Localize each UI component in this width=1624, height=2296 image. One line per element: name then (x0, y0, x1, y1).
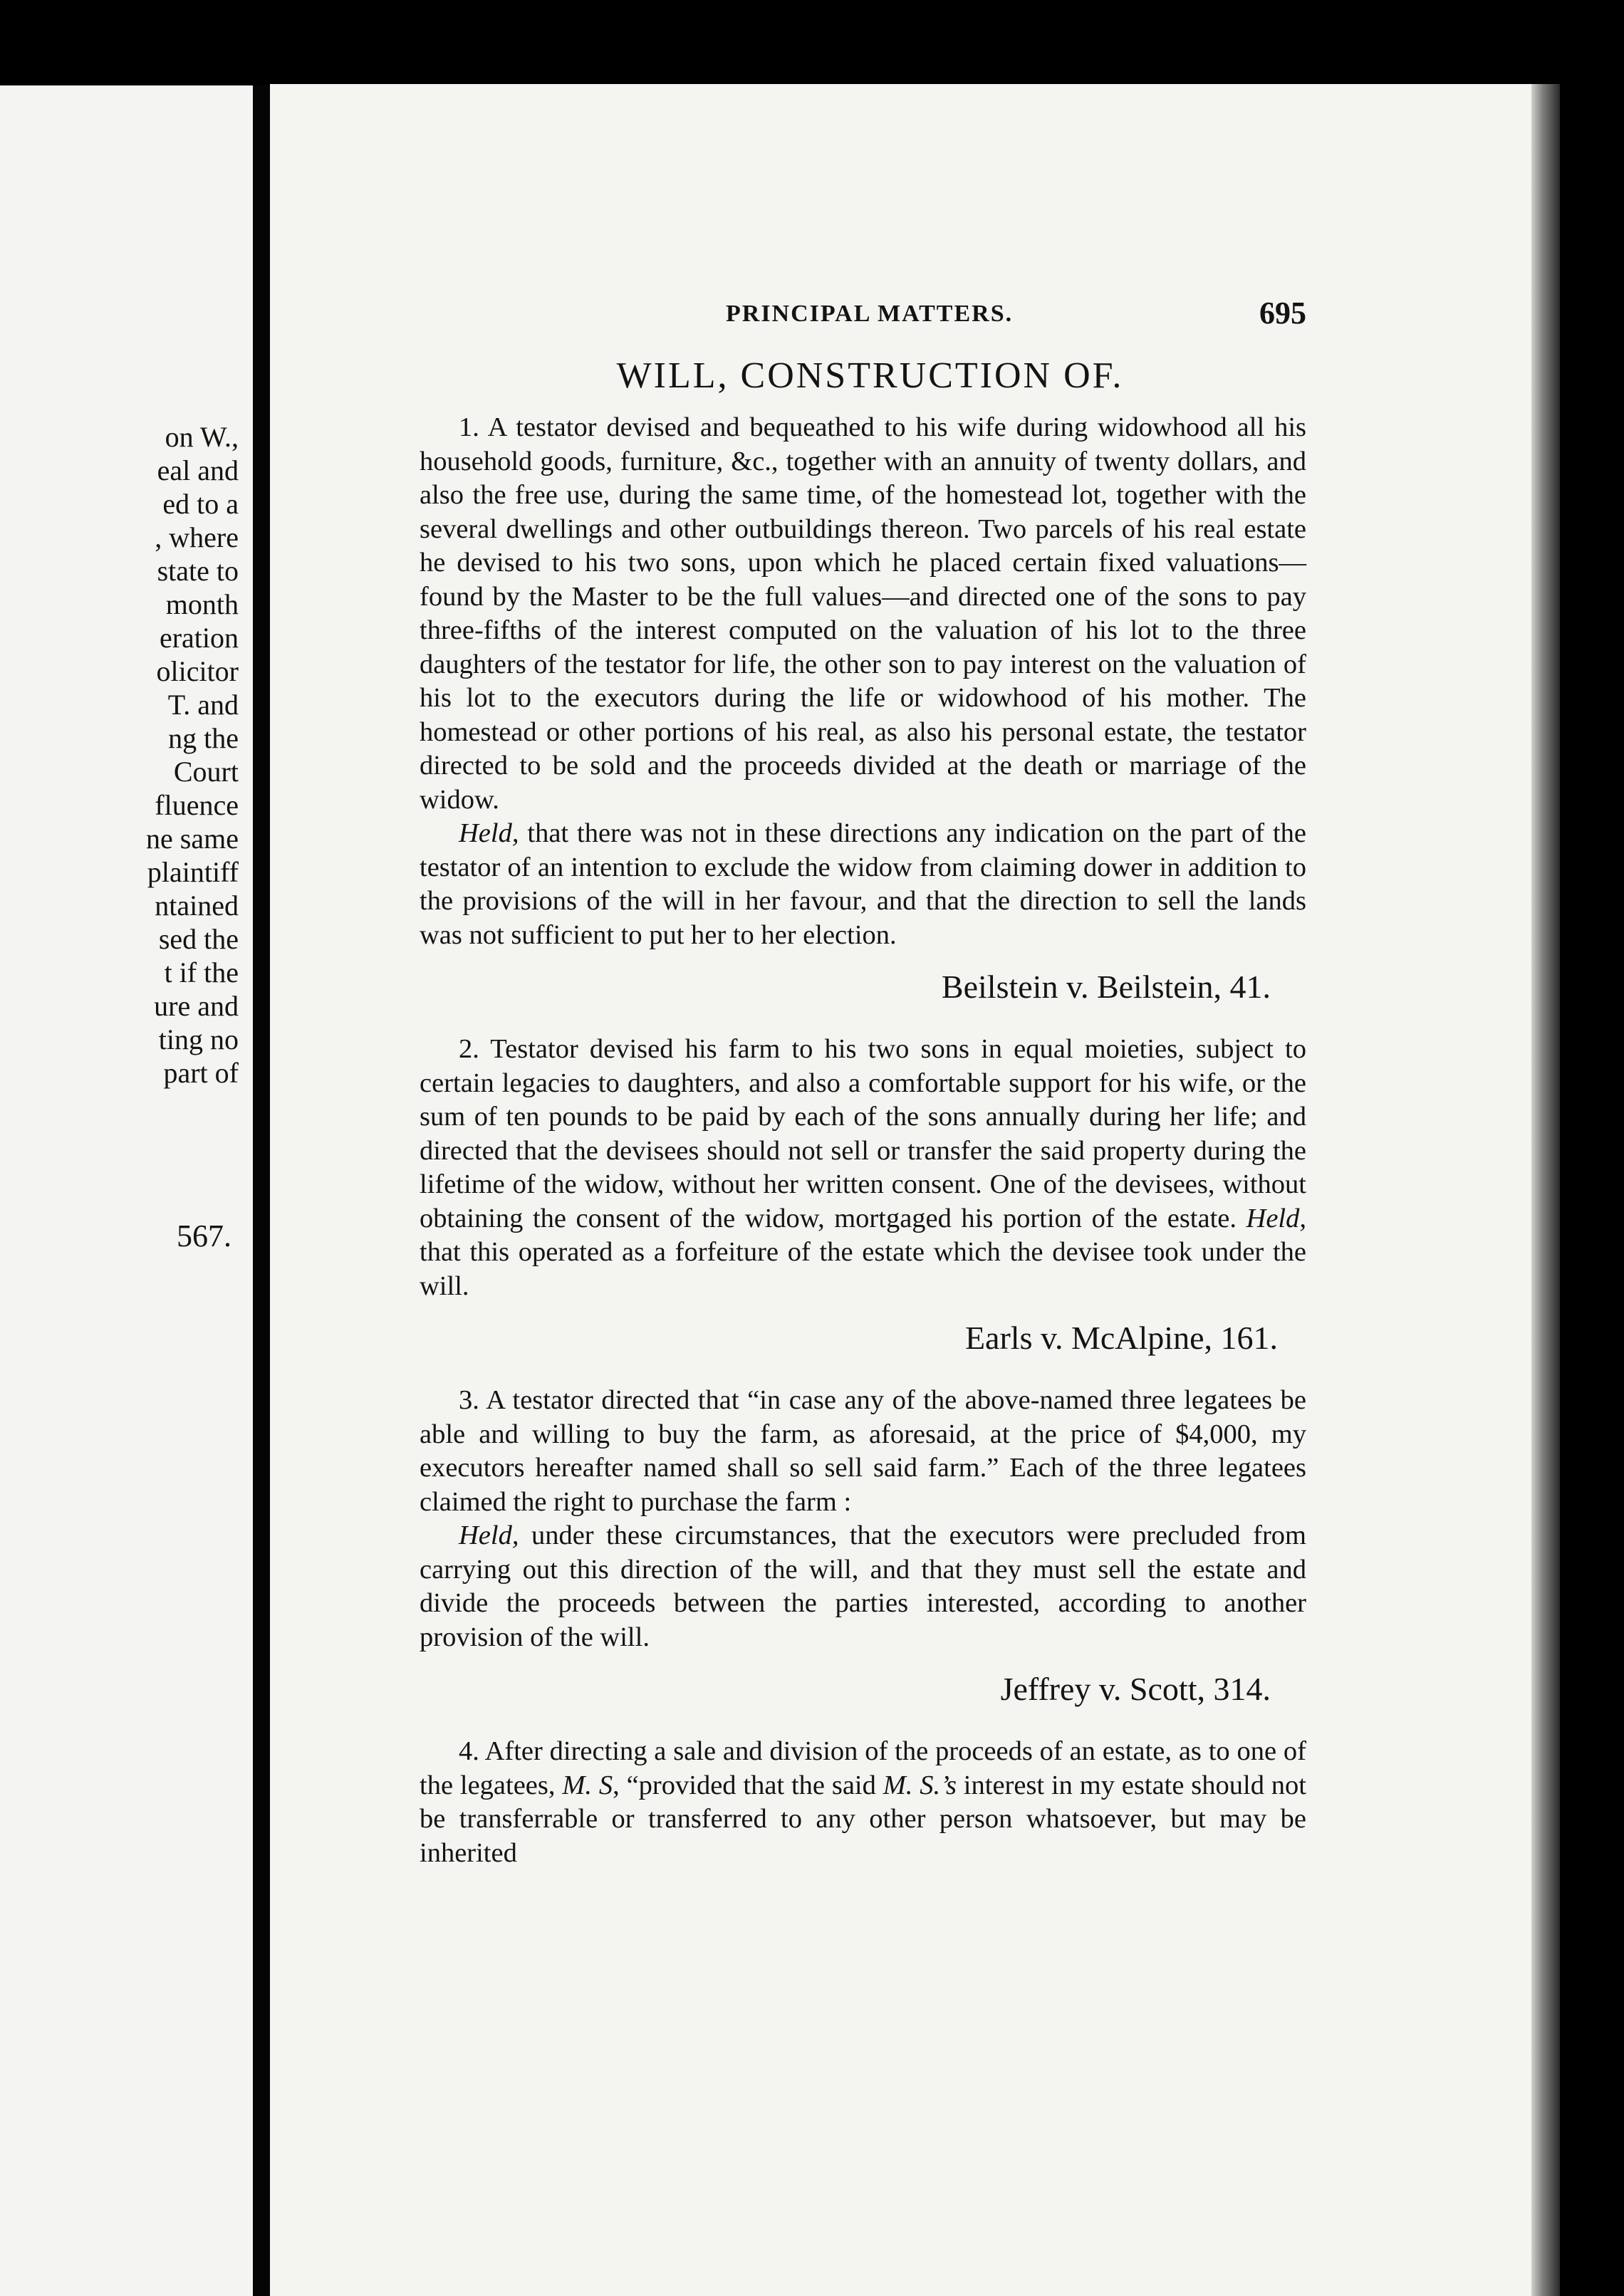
holding-text: that there was not in these directions any indication on the part of the testator of an intention to exclude the widow from claiming dower in addition to the provisions of the will in her favour, and that the direction to sell the lands was not sufficient to put her to her election. (420, 818, 1306, 950)
held-label: Held, (1246, 1203, 1306, 1233)
entry-4-text (420, 1735, 1306, 1870)
section-title: WILL, CONSTRUCTION OF. (616, 355, 1124, 396)
book-gutter (253, 85, 270, 2296)
left-line: Court (173, 756, 239, 788)
entry-3-citation: Jeffrey v. Scott, 314. (1000, 1671, 1271, 1707)
running-head (420, 292, 1306, 335)
left-line: month (165, 588, 239, 620)
left-line: ting no (158, 1023, 239, 1055)
page-content (420, 292, 1306, 1870)
entry-1-citation: Beilstein v. Beilstein, 41. (941, 969, 1271, 1005)
left-line: T. and (167, 689, 239, 721)
left-page (0, 85, 253, 2296)
left-line: ng the (168, 722, 239, 754)
left-line: eration (159, 622, 239, 654)
right-page (270, 84, 1545, 2296)
entry-1-holding (420, 817, 1306, 952)
entry-4-part: interest in my estate should not be transferrable or transferred to any other person whatsoever, but may be inherited (420, 1770, 1307, 1868)
left-line: t if the (164, 956, 239, 988)
left-line: ure and (154, 990, 239, 1022)
held-label: Held, (459, 1520, 519, 1550)
held-label: Held, (459, 818, 519, 848)
legatee-name: M. S.’s (883, 1770, 957, 1800)
page-number: 695 (1259, 296, 1306, 330)
left-line: sed the (158, 923, 239, 955)
left-line: eal and (157, 454, 239, 486)
holding-text: that this operated as a forfeiture of the estate which the devisee took under the will. (420, 1237, 1306, 1301)
entry-4-part: 4. After directing a sale and division of the proceeds of an estate, as to one of the legatees, (420, 1736, 1306, 1800)
left-line: , where (155, 521, 239, 553)
running-title: PRINCIPAL MATTERS. (726, 301, 1014, 327)
left-line: ne same (146, 823, 239, 855)
left-line: olicitor (156, 655, 239, 687)
entry-1-facts: 1. A testator devised and bequeathed to his wife during widowhood all his household goods, furniture, &c., together with an annuity of twenty dollars, and also the free use, during the same time, of the homestead lot, together with the several dwellings and other outbuildings thereon. Two parcels of his real estate he devised to his two sons, upon which he placed certain fixed valuations—found by the Master to be the full values—and directed one of the sons to pay three-fifths of the interest computed on the valuation of his lot to the three daughters of the testator for life, the other son to pay interest on the valuation of his lot to the executors during the life or widowhood of his mother. The homestead or other portions of his real, as also his personal estate, the testator directed to be sold and the proceeds divided at the death or marriage of the widow. (420, 412, 1306, 815)
left-line: part of (163, 1057, 239, 1089)
legatee-name: M. S (562, 1770, 613, 1800)
left-line: plaintiff (147, 856, 239, 888)
holding-text: under these circumstances, that the executors were precluded from carrying out this direction of the will, and that they must sell the estate and divide the proceeds between the parties interested, according to another provision of the will. (420, 1520, 1306, 1652)
page-edge (1531, 84, 1560, 2296)
left-line: state to (157, 555, 239, 587)
entry-4-part: , “provided that the said (613, 1770, 883, 1800)
left-line: fluence (155, 789, 239, 821)
entry-3-holding (420, 1519, 1306, 1654)
left-page-text (146, 420, 239, 1090)
entry-2-text (420, 1033, 1306, 1303)
left-line: ntained (155, 889, 239, 922)
entry-3-facts: 3. A testator directed that “in case any of the above-named three legatees be able and willing to buy the farm, as aforesaid, at the price of $4,000, my executors hereafter named shall so sell said farm.” Each of the three legatees claimed the right to purchase the farm : (420, 1385, 1306, 1517)
left-page-citation-fragment: 567. (177, 1219, 231, 1253)
entry-2-citation: Earls v. McAlpine, 161. (964, 1320, 1278, 1356)
left-line: on W., (165, 421, 239, 453)
left-line: ed to a (162, 488, 239, 520)
entry-2-facts: 2. Testator devised his farm to his two sons in equal moieties, subject to certain legacies to daughters, and also a comfortable support for his wife, or the sum of ten pounds to be paid by each of the sons annually during her life; and directed that the devisees should not sell or transfer the said property during the lifetime of the widow, without her written consent. One of the devisees, without obtaining the consent of the widow, mortgaged his portion of the estate. (420, 1034, 1306, 1233)
